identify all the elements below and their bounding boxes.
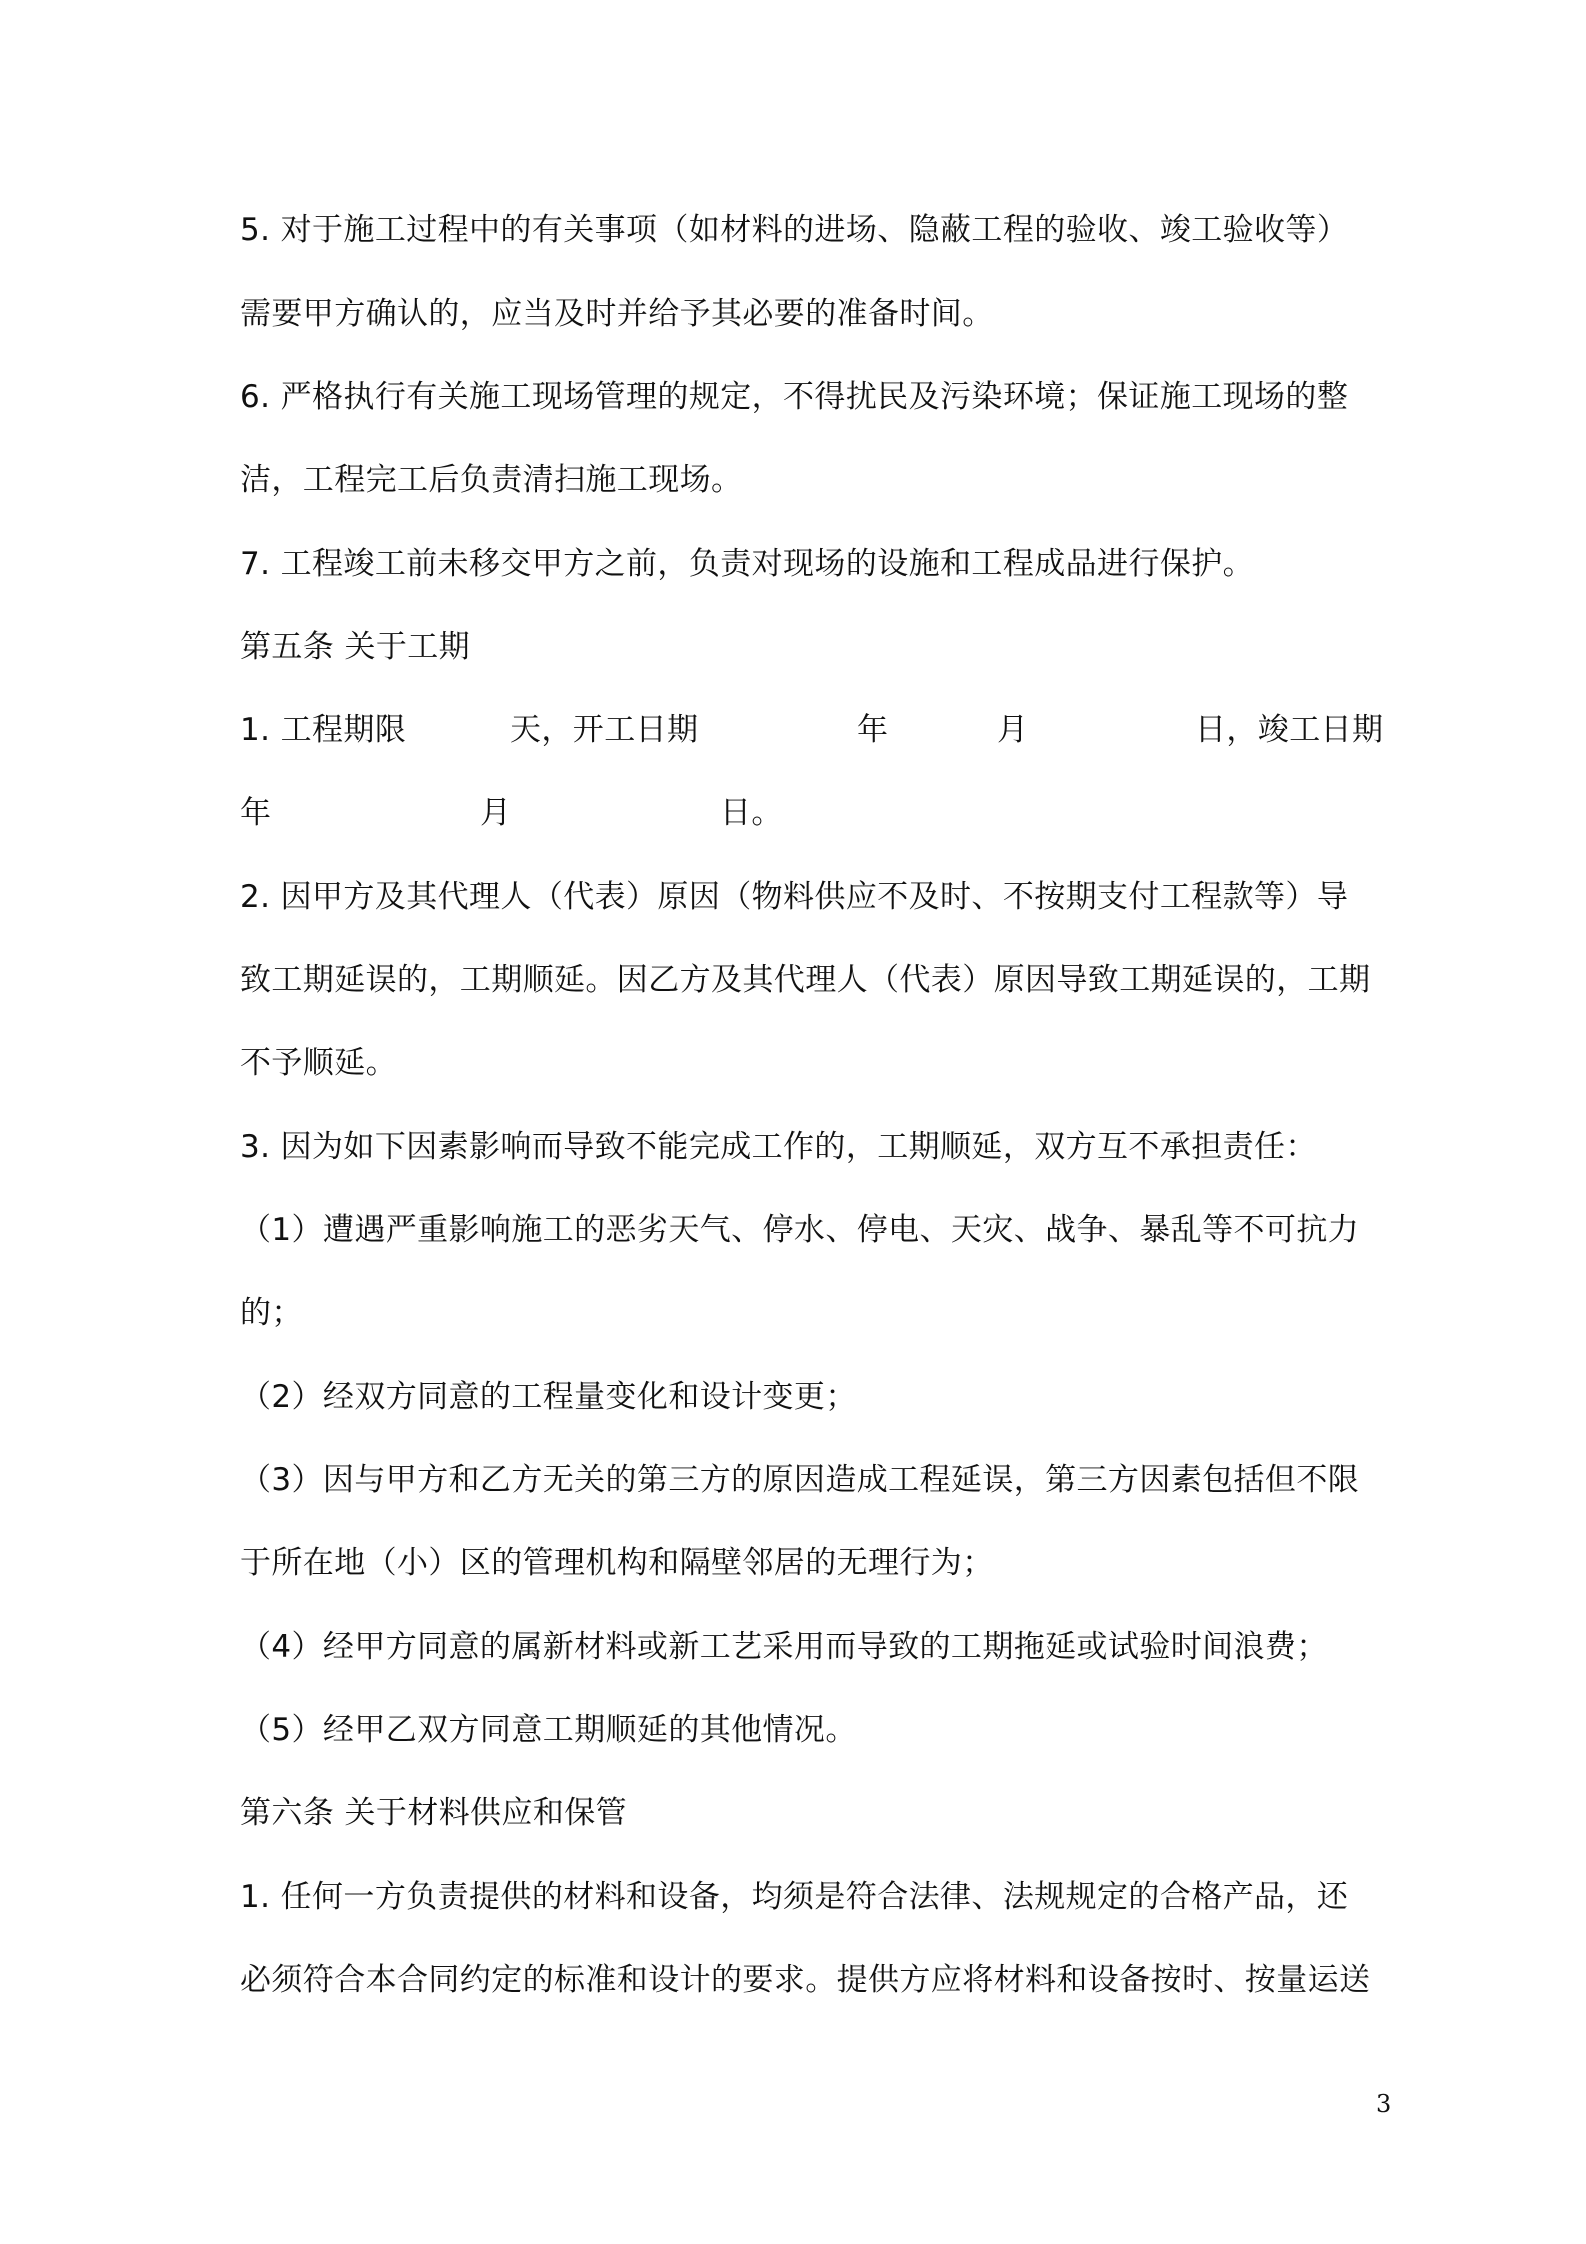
sub-item-1-line-2: 的； (240, 1295, 303, 1331)
article-6-clause-1-line-1: 1. 任何一方负责提供的材料和设备，均须是符合法律、法规规定的合格产品，还 (240, 1879, 1349, 1915)
sub-item-2: （2）经双方同意的工程量变化和设计变更； (240, 1379, 857, 1415)
article-5-clause-3: 3. 因为如下因素影响而导致不能完成工作的，工期顺延，双方互不承担责任： (240, 1129, 1317, 1165)
article-5-clause-2-line-1: 2. 因甲方及其代理人（代表）原因（物料供应不及时、不按期支付工程款等）导 (240, 879, 1349, 915)
start-year-label: 年 (857, 712, 889, 748)
clause-6-line-2: 洁，工程完工后负责清扫施工现场。 (240, 462, 743, 498)
clause-6-line-1: 6. 严格执行有关施工现场管理的规定，不得扰民及污染环境；保证施工现场的整 (240, 379, 1349, 415)
duration-label: 1. 工程期限 (240, 712, 407, 748)
end-day-label: 日。 (720, 795, 783, 831)
sub-item-4: （4）经甲方同意的属新材料或新工艺采用而导致的工期拖延或试验时间浪费； (240, 1629, 1328, 1665)
sub-item-3-line-1: （3）因与甲方和乙方无关的第三方的原因造成工程延误，第三方因素包括但不限 (240, 1462, 1360, 1498)
clause-5-line-1: 5. 对于施工过程中的有关事项（如材料的进场、隐蔽工程的验收、竣工验收等） (240, 212, 1349, 248)
article-5-clause-1-line-1 (240, 710, 1400, 750)
article-5-clause-2-line-2: 致工期延误的，工期顺延。因乙方及其代理人（代表）原因导致工期延误的，工期 (240, 962, 1371, 998)
clause-5-line-2: 需要甲方确认的，应当及时并给予其必要的准备时间。 (240, 296, 994, 332)
article-6-clause-1-line-2: 必须符合本合同约定的标准和设计的要求。提供方应将材料和设备按时、按量运送 (240, 1962, 1371, 1998)
sub-item-1-line-1: （1）遭遇严重影响施工的恶劣天气、停水、停电、天灾、战争、暴乱等不可抗力 (240, 1212, 1360, 1248)
clause-7-line: 7. 工程竣工前未移交甲方之前，负责对现场的设施和工程成品进行保护。 (240, 546, 1255, 582)
article-5-heading: 第五条 关于工期 (240, 629, 471, 665)
completion-date-label: 日，竣工日期 (1195, 712, 1384, 748)
sub-item-3-line-2: 于所在地（小）区的管理机构和隔壁邻居的无理行为； (240, 1545, 994, 1581)
article-5-clause-1-line-2 (240, 793, 1400, 833)
sub-item-5: （5）经甲乙双方同意工期顺延的其他情况。 (240, 1712, 857, 1748)
start-date-label: 天，开工日期 (510, 712, 699, 748)
end-month-label: 月 (480, 795, 512, 831)
article-6-heading: 第六条 关于材料供应和保管 (240, 1795, 628, 1831)
start-month-label: 月 (997, 712, 1029, 748)
page-number: 3 (1376, 2090, 1392, 2118)
end-year-label: 年 (240, 795, 272, 831)
article-5-clause-2-line-3: 不予顺延。 (240, 1045, 397, 1081)
